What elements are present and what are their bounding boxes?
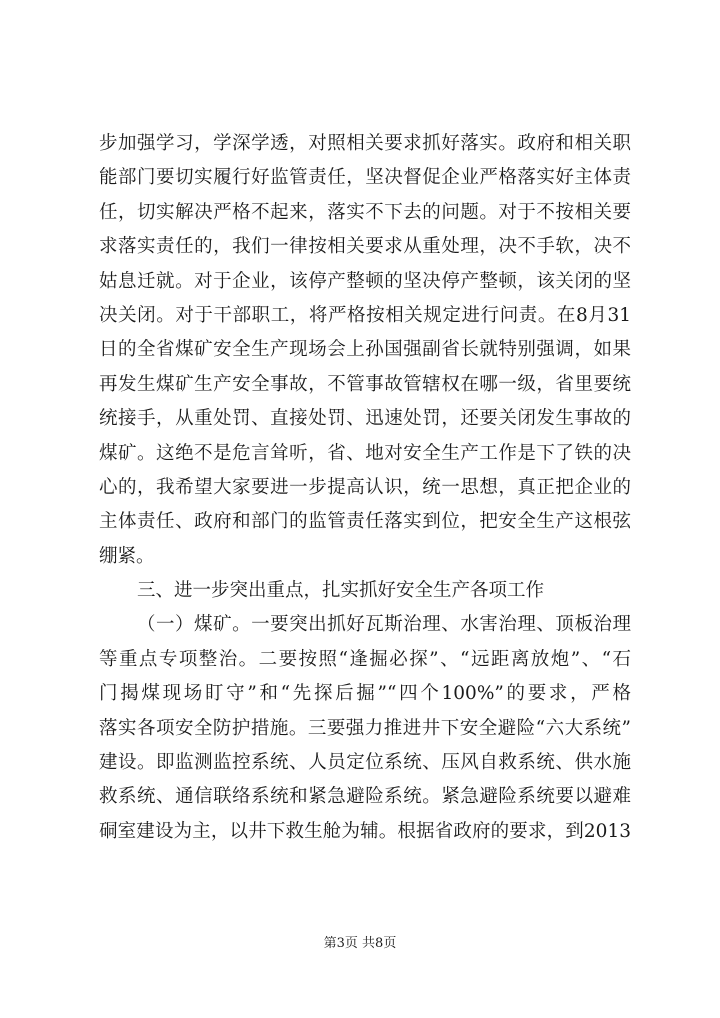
text-line: 硐室建设为主，以井下救生舱为辅。根据省政府的要求，到2013 — [99, 820, 631, 842]
section-heading: 三、进一步突出重点，扎实抓好安全生产各项工作 — [137, 580, 545, 602]
page-number-footer: 第3页 共8页 — [323, 936, 397, 951]
text-line: 等重点专项整治。二要按照“逢掘必探”、“远距离放炮”、“石 — [99, 648, 631, 670]
text-line: 绷紧。 — [99, 545, 155, 567]
text-line: 门揭煤现场盯守”和“先探后掘”“四个100%”的要求，严格 — [99, 683, 631, 705]
text-line: 日的全省煤矿安全生产现场会上孙国强副省长就特别强调，如果 — [99, 339, 631, 361]
text-line: 救系统、通信联络系统和紧急避险系统。紧急避险系统要以避难 — [99, 786, 631, 808]
text-line: 煤矿。这绝不是危言耸听，省、地对安全生产工作是下了铁的决 — [99, 442, 631, 464]
text-line: 再发生煤矿生产安全事故，不管事故管辖权在哪一级，省里要统 — [99, 373, 631, 395]
text-line: 步加强学习，学深学透，对照相关要求抓好落实。政府和相关职 — [99, 133, 631, 154]
text-line: 统接手，从重处罚、直接处罚、迅速处罚，还要关闭发生事故的 — [99, 408, 631, 430]
body-text — [99, 127, 631, 849]
text-line: 落实各项安全防护措施。三要强力推进井下安全避险“六大系统” — [99, 717, 631, 739]
text-line: 求落实责任的，我们一律按相关要求从重处理，决不手软，决不 — [99, 236, 631, 258]
text-line: 决关闭。对于干部职工，将严格按相关规定进行问责。在8月31 — [99, 304, 631, 326]
text-line: 心的，我希望大家要进一步提高认识，统一思想，真正把企业的 — [99, 476, 631, 498]
text-line: 任，切实解决严格不起来，落实不下去的问题。对于不按相关要 — [99, 201, 631, 223]
text-line: 建设。即监测监控系统、人员定位系统、压风自救系统、供水施 — [99, 752, 631, 774]
text-line: （一）煤矿。一要突出抓好瓦斯治理、水害治理、顶板治理 — [137, 614, 631, 636]
text-line: 主体责任、政府和部门的监管责任落实到位，把安全生产这根弦 — [99, 511, 631, 533]
text-line: 能部门要切实履行好监管责任，坚决督促企业严格落实好主体责 — [99, 167, 631, 189]
text-line: 姑息迁就。对于企业，该停产整顿的坚决停产整顿，该关闭的坚 — [99, 270, 631, 292]
